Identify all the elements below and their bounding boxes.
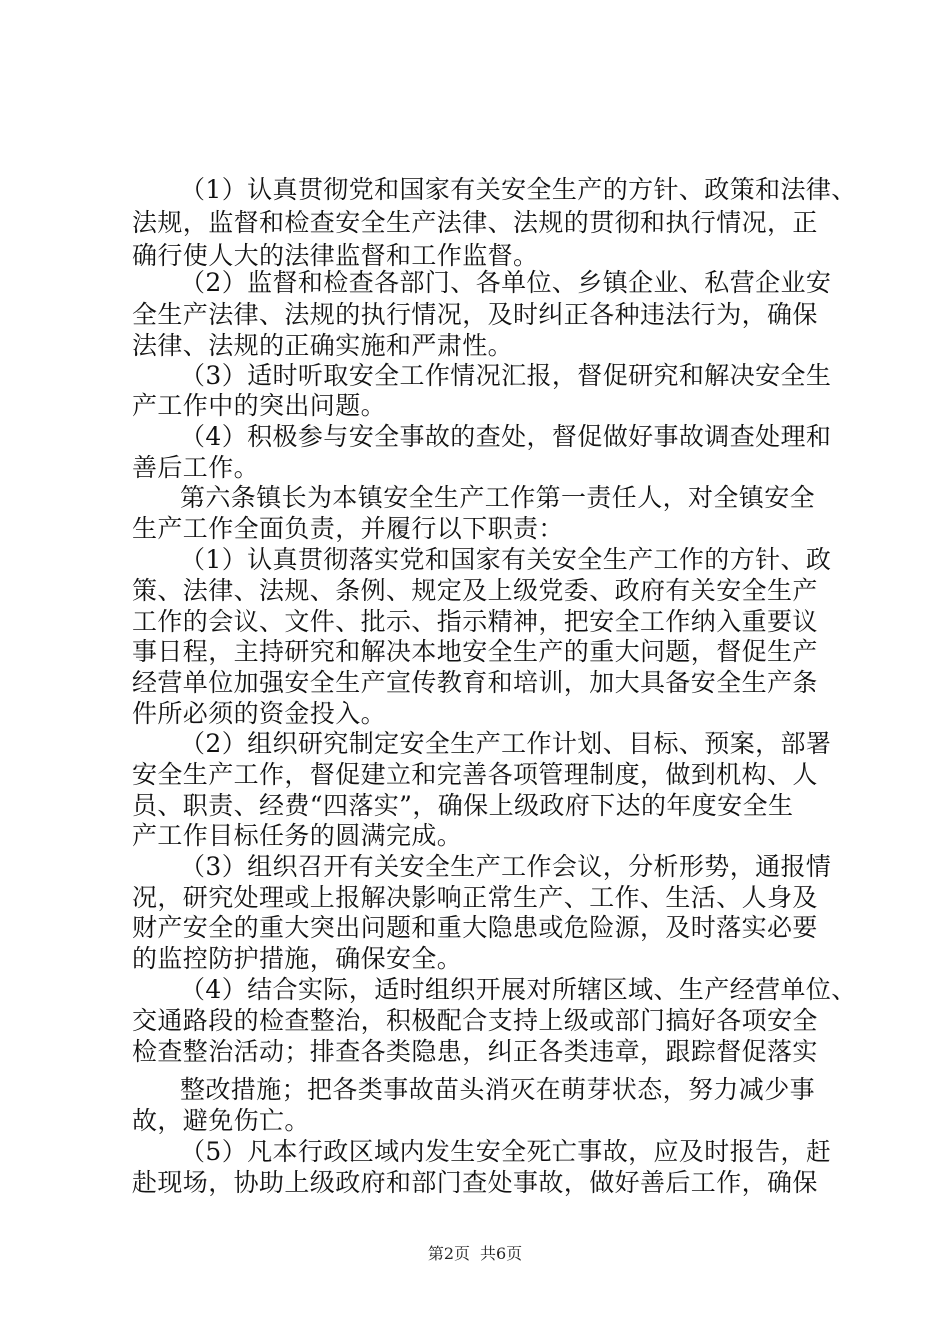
body-line: （4）积极参与安全事故的查处，督促做好事故调查处理和	[180, 422, 832, 451]
body-line: 财产安全的重大突出问题和重大隐患或危险源，及时落实必要	[132, 913, 818, 942]
body-line: 安全生产工作，督促建立和完善各项管理制度，做到机构、人	[132, 760, 818, 789]
body-line: （2）组织研究制定安全生产工作计划、目标、预案，部署	[180, 729, 832, 758]
body-line: 策、法律、法规、条例、规定及上级党委、政府有关安全生产	[132, 576, 818, 605]
body-line: （5）凡本行政区域内发生安全死亡事故，应及时报告，赶	[180, 1137, 832, 1166]
body-line: （1）认真贯彻党和国家有关安全生产的方针、政策和法律、	[180, 175, 857, 204]
body-line: 法规，监督和检查安全生产法律、法规的贯彻和执行情况，正	[132, 208, 818, 237]
body-line: 件所必须的资金投入。	[132, 699, 387, 728]
body-line: （3）组织召开有关安全生产工作会议，分析形势，通报情	[180, 852, 832, 881]
body-line: 的监控防护措施，确保安全。	[132, 944, 463, 973]
body-line: 产工作目标任务的圆满完成。	[132, 821, 463, 850]
body-line: 善后工作。	[132, 453, 260, 482]
body-line: （1）认真贯彻落实党和国家有关安全生产工作的方针、政	[180, 545, 832, 574]
page-footer	[0, 1244, 950, 1264]
body-line: 经营单位加强安全生产宣传教育和培训，加大具备安全生产条	[132, 668, 818, 697]
body-line: 事日程，主持研究和解决本地安全生产的重大问题，督促生产	[132, 637, 818, 666]
page-total: 共6页	[480, 1244, 523, 1263]
body-line: 交通路段的检查整治，积极配合支持上级或部门搞好各项安全	[132, 1006, 818, 1035]
body-line: （4）结合实际，适时组织开展对所辖区域、生产经营单位、	[180, 975, 857, 1004]
body-line: 赴现场，协助上级政府和部门查处事故，做好善后工作，确保	[132, 1168, 818, 1197]
body-line: 员、职责、经费“四落实”，确保上级政府下达的年度安全生	[132, 791, 794, 820]
body-line: 全生产法律、法规的执行情况，及时纠正各种违法行为，确保	[132, 300, 818, 329]
body-line: 工作的会议、文件、批示、指示精神，把安全工作纳入重要议	[132, 607, 818, 636]
body-line: 况，研究处理或上报解决影响正常生产、工作、生活、人身及	[132, 883, 818, 912]
body-line: 整改措施；把各类事故苗头消灭在萌芽状态，努力减少事	[180, 1075, 816, 1104]
body-line: 检查整治活动；排查各类隐患，纠正各类违章，跟踪督促落实	[132, 1037, 818, 1066]
body-line: 故，避免伤亡。	[132, 1106, 310, 1135]
body-line: 确行使人大的法律监督和工作监督。	[132, 241, 539, 270]
body-line: 法律、法规的正确实施和严肃性。	[132, 331, 514, 360]
page-number: 第2页	[427, 1244, 470, 1263]
body-line: 产工作中的突出问题。	[132, 391, 387, 420]
body-line: （3）适时听取安全工作情况汇报，督促研究和解决安全生	[180, 361, 832, 390]
body-line: 生产工作全面负责，并履行以下职责：	[132, 514, 564, 543]
body-line: 第六条镇长为本镇安全生产工作第一责任人，对全镇安全	[180, 483, 816, 512]
body-line: （2）监督和检查各部门、各单位、乡镇企业、私营企业安	[180, 268, 832, 297]
